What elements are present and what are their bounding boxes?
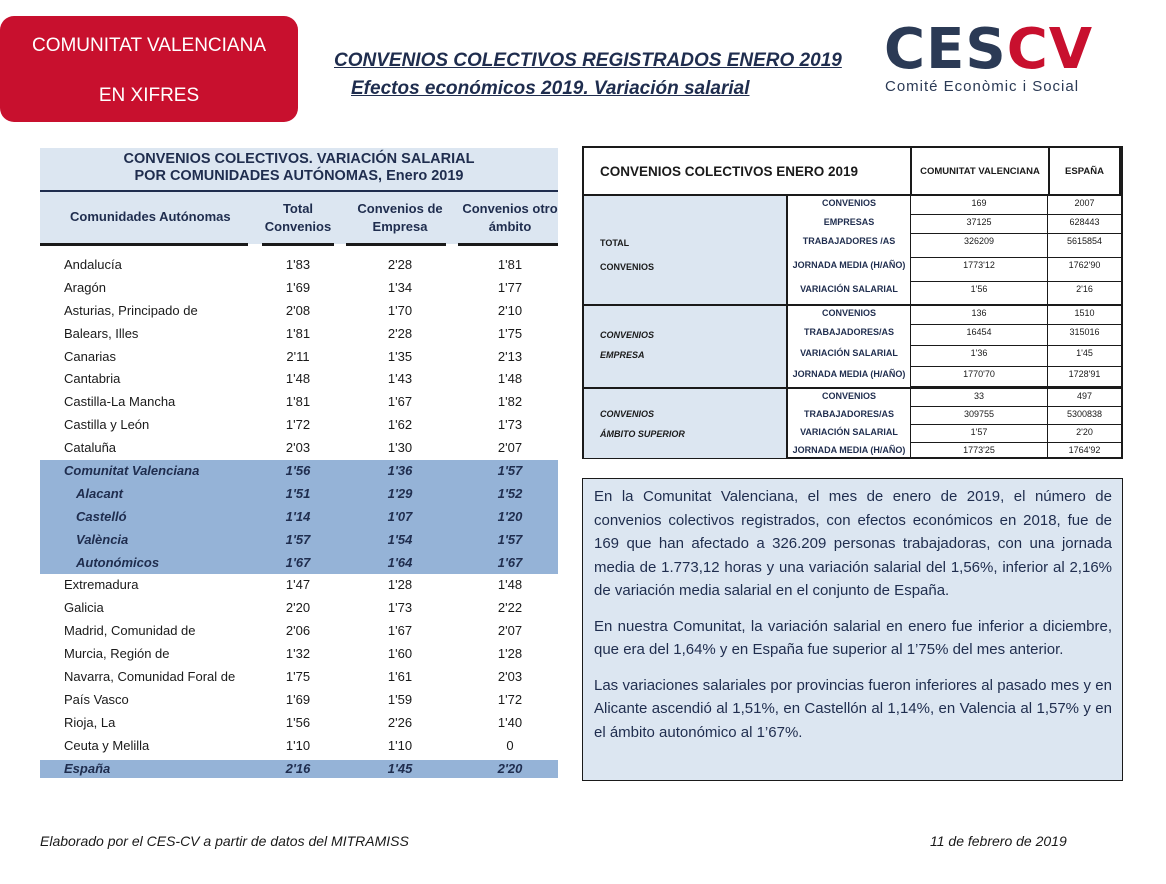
wage-value: 1'62 bbox=[387, 417, 413, 433]
table-row bbox=[40, 506, 558, 529]
metric-value: 1773'12 bbox=[910, 258, 1048, 282]
wage-value: 2'10 bbox=[497, 302, 523, 318]
metric-value: 315016 bbox=[1048, 325, 1121, 346]
metric-value: 5615854 bbox=[1048, 234, 1121, 258]
metric-label: VARIACIÓN SALARIAL bbox=[800, 427, 898, 437]
wage-value: 1'48 bbox=[497, 577, 523, 593]
metric-label: CONVENIOS bbox=[821, 391, 876, 401]
table-row bbox=[40, 437, 558, 460]
region-name: Alacant bbox=[76, 485, 123, 501]
wage-value: 1'70 bbox=[387, 302, 413, 318]
region-name: Castilla y León bbox=[64, 417, 150, 433]
metric-value: 1'45 bbox=[1048, 346, 1121, 367]
wage-value: 1'59 bbox=[387, 691, 413, 707]
wage-value: 1'32 bbox=[285, 646, 311, 662]
paragraph-3: Las variaciones salariales por provincias fueron inferiores al pasado mes y en Alicante ascendió al 1,51%, en Castellón al 1,14%, en Valencia al 1,57% y en el ámbito autonómico al 1’67%. bbox=[594, 676, 1112, 741]
header-total: Total Convenios bbox=[264, 201, 332, 234]
region-name: Cataluña bbox=[64, 440, 117, 456]
wage-value: 1'60 bbox=[387, 646, 413, 662]
table-row bbox=[40, 552, 558, 575]
wage-value: 2'13 bbox=[497, 348, 523, 364]
region-name: País Vasco bbox=[64, 691, 129, 707]
table-title: CONVENIOS COLECTIVOS. VARIACIÓN SALARIAL POR COMUNIDADES AUTÓNOMAS, Enero 2019 bbox=[40, 148, 558, 190]
wage-value: 1'75 bbox=[497, 325, 523, 341]
summary-row bbox=[788, 258, 1121, 282]
metric-value: 5300838 bbox=[1048, 407, 1121, 425]
wage-value: 1'28 bbox=[387, 577, 413, 593]
badge-line-2: EN XIFRES bbox=[98, 85, 200, 106]
table-row bbox=[40, 760, 558, 778]
wage-value: 1'73 bbox=[497, 417, 523, 433]
metric-value: 1764'92 bbox=[1048, 443, 1121, 458]
table-row bbox=[40, 391, 558, 414]
summary-row bbox=[788, 407, 1121, 425]
wage-value: 1'48 bbox=[497, 371, 523, 387]
wage-value: 1'75 bbox=[285, 669, 311, 685]
region-name: España bbox=[64, 760, 111, 776]
wage-value: 1'35 bbox=[387, 348, 413, 364]
table-row bbox=[40, 643, 558, 666]
metric-value: 309755 bbox=[910, 407, 1048, 425]
header-spain: ESPAÑA bbox=[1048, 148, 1121, 194]
table-row bbox=[40, 368, 558, 391]
wage-value: 2'22 bbox=[497, 600, 523, 616]
wage-value: 1'45 bbox=[387, 760, 413, 776]
wage-value: 1'69 bbox=[285, 691, 311, 707]
metric-label: TRABAJADORES/AS bbox=[803, 327, 894, 337]
wage-value: 1'67 bbox=[285, 554, 311, 570]
metric-label: JORNADA MEDIA (H/AÑO) bbox=[792, 369, 906, 379]
wage-value: 1'07 bbox=[387, 508, 413, 524]
metric-label: CONVENIOS bbox=[821, 308, 876, 318]
summary-row bbox=[788, 443, 1121, 458]
wage-value: 1'61 bbox=[387, 669, 413, 685]
summary-row bbox=[788, 346, 1121, 367]
wage-value: 2'07 bbox=[497, 623, 523, 639]
region-name: Madrid, Comunidad de bbox=[64, 623, 196, 639]
metric-label: EMPRESAS bbox=[823, 217, 875, 227]
metric-value: 16454 bbox=[910, 325, 1048, 346]
wage-value: 1'64 bbox=[387, 554, 413, 570]
region-name: Asturias, Principado de bbox=[64, 302, 198, 318]
wage-value: 2'16 bbox=[285, 760, 311, 776]
metric-value: 1773'25 bbox=[910, 443, 1048, 458]
metric-value: 2007 bbox=[1048, 196, 1121, 215]
page-title bbox=[334, 50, 842, 100]
title-line-2: Efectos económicos 2019. Variación salarial bbox=[351, 78, 750, 99]
metric-value: 2'20 bbox=[1048, 425, 1121, 443]
region-name: Ceuta y Melilla bbox=[64, 737, 150, 753]
wage-value: 1'81 bbox=[285, 394, 311, 410]
wage-value: 2'03 bbox=[497, 669, 523, 685]
wage-value: 2'03 bbox=[285, 440, 311, 456]
wage-value: 2'06 bbox=[285, 623, 311, 639]
wage-value: 1'72 bbox=[285, 417, 311, 433]
wage-value: 1'67 bbox=[387, 394, 413, 410]
table-row bbox=[40, 346, 558, 369]
wage-value: 1'81 bbox=[285, 325, 311, 341]
metric-value: 1'36 bbox=[910, 346, 1048, 367]
wage-value: 2'26 bbox=[387, 714, 413, 730]
region-name: Aragón bbox=[64, 279, 106, 295]
region-name: Andalucía bbox=[64, 257, 122, 272]
table-row bbox=[40, 712, 558, 735]
metric-value: 1770'70 bbox=[910, 367, 1048, 387]
metric-label: TRABAJADORES /AS bbox=[802, 236, 896, 246]
table-row bbox=[40, 277, 558, 300]
header-cv: COMUNITAT VALENCIANA bbox=[910, 148, 1048, 194]
section-label: CONVENIOS ÁMBITO SUPERIOR bbox=[584, 389, 788, 458]
wage-value: 2'28 bbox=[387, 257, 413, 272]
table-row bbox=[40, 254, 558, 277]
table-row bbox=[40, 300, 558, 323]
metric-value: 33 bbox=[910, 389, 1048, 407]
region-name: València bbox=[76, 531, 129, 547]
metric-value: 1510 bbox=[1048, 306, 1121, 325]
wage-value: 1'20 bbox=[497, 508, 523, 524]
wage-value: 1'10 bbox=[387, 737, 413, 753]
paragraph-1: En la Comunitat Valenciana, el mes de enero de 2019, el número de convenios colectivos registrados, con efectos económicos en 2018, fue de 169 que han afectado a 326.209 personas trabajadoras, con una jornada media de 1.773,12 horas y una variación salarial del 1,56%, inferior al 2,16% de variación media salarial en el conjunto de España. bbox=[594, 488, 1112, 599]
wage-value: 1'82 bbox=[497, 394, 523, 410]
wage-value: 1'28 bbox=[497, 646, 523, 662]
report-date: 11 de febrero de 2019 bbox=[930, 833, 1067, 849]
paragraph-2: En nuestra Comunitat, la variación salarial en enero fue inferior a diciembre, que era del 1,64% y en España fue superior al 1’75% del mes anterior. bbox=[594, 617, 1112, 658]
wage-value: 1'34 bbox=[387, 279, 413, 295]
summary-header bbox=[584, 148, 1121, 196]
metric-value: 2'16 bbox=[1048, 282, 1121, 306]
wage-value: 2'08 bbox=[285, 302, 311, 318]
summary-table bbox=[582, 146, 1123, 459]
metric-value: 1'57 bbox=[910, 425, 1048, 443]
metric-label: JORNADA MEDIA (H/AÑO) bbox=[792, 260, 906, 270]
region-name: Comunitat Valenciana bbox=[64, 463, 200, 479]
wage-value: 1'77 bbox=[497, 279, 523, 295]
region-name: Castilla-La Mancha bbox=[64, 394, 176, 410]
wage-value: 1'69 bbox=[285, 279, 311, 295]
metric-label: CONVENIOS bbox=[821, 198, 876, 208]
wage-value: 1'81 bbox=[497, 257, 523, 272]
summary-row bbox=[788, 425, 1121, 443]
wage-value: 1'48 bbox=[285, 371, 311, 387]
section-label: TOTAL CONVENIOS bbox=[584, 196, 788, 306]
cescv-logo bbox=[884, 17, 1116, 98]
metric-value: 1728'91 bbox=[1048, 367, 1121, 387]
wage-value: 1'10 bbox=[285, 737, 311, 753]
wage-value: 2'07 bbox=[497, 440, 523, 456]
header-company: Convenios de Empresa bbox=[357, 201, 443, 234]
wage-value: 1'43 bbox=[387, 371, 413, 387]
table-row bbox=[40, 689, 558, 712]
wage-value: 2'11 bbox=[286, 348, 310, 364]
header-communities: Comunidades Autónomas bbox=[70, 209, 231, 224]
summary-section bbox=[584, 196, 1121, 306]
summary-row bbox=[788, 215, 1121, 234]
wage-value: 1'73 bbox=[387, 600, 413, 616]
wage-value: 1'51 bbox=[285, 485, 311, 501]
region-name: Balears, Illes bbox=[64, 325, 139, 341]
metric-value: 169 bbox=[910, 196, 1048, 215]
metric-value: 136 bbox=[910, 306, 1048, 325]
table-row bbox=[40, 529, 558, 552]
summary-section bbox=[584, 306, 1121, 387]
region-name: Autonómicos bbox=[76, 554, 160, 570]
badge-line-1: COMUNITAT VALENCIANA bbox=[31, 35, 266, 56]
summary-row bbox=[788, 282, 1121, 306]
table-row bbox=[40, 735, 558, 758]
table-row bbox=[40, 597, 558, 620]
title-line-1: CONVENIOS COLECTIVOS REGISTRADOS ENERO 2019 bbox=[334, 50, 842, 71]
table-row bbox=[40, 414, 558, 437]
wage-value: 1'72 bbox=[497, 691, 523, 707]
table-row bbox=[40, 483, 558, 506]
table-row bbox=[40, 666, 558, 689]
region-name: Cantabria bbox=[64, 371, 121, 387]
region-name: Extremadura bbox=[64, 577, 139, 593]
region-badge bbox=[0, 16, 298, 122]
table-row bbox=[40, 574, 558, 597]
metric-label: JORNADA MEDIA (H/AÑO) bbox=[792, 445, 906, 455]
wage-value: 1'36 bbox=[387, 463, 413, 479]
wage-value: 1'52 bbox=[497, 485, 523, 501]
logo-subtitle: Comité Econòmic i Social bbox=[885, 78, 1080, 95]
metric-value: 326209 bbox=[910, 234, 1048, 258]
region-name: Galicia bbox=[64, 600, 104, 616]
wage-value: 2'20 bbox=[285, 600, 311, 616]
metric-value: 497 bbox=[1048, 389, 1121, 407]
wage-value: 1'40 bbox=[497, 714, 523, 730]
metric-value: 1'56 bbox=[910, 282, 1048, 306]
region-name: Navarra, Comunidad Foral de bbox=[64, 669, 236, 685]
wage-value: 1'57 bbox=[497, 531, 523, 547]
source-note: Elaborado por el CES-CV a partir de datos del MITRAMISS bbox=[40, 833, 409, 849]
metric-label: TRABAJADORES/AS bbox=[803, 409, 894, 419]
region-name: Castelló bbox=[76, 508, 127, 524]
summary-section bbox=[584, 389, 1121, 458]
metric-value: 37125 bbox=[910, 215, 1048, 234]
wage-value: 2'20 bbox=[497, 760, 523, 776]
summary-row bbox=[788, 306, 1121, 325]
table-body bbox=[40, 254, 558, 778]
metric-label: VARIACIÓN SALARIAL bbox=[800, 284, 898, 294]
wage-value: 1'83 bbox=[285, 257, 311, 272]
summary-row bbox=[788, 234, 1121, 258]
summary-row bbox=[788, 196, 1121, 215]
metric-value: 1762'90 bbox=[1048, 258, 1121, 282]
region-name: Rioja, La bbox=[64, 714, 116, 730]
region-name: Murcia, Región de bbox=[64, 646, 170, 662]
table-header bbox=[40, 192, 558, 244]
table-row bbox=[40, 460, 558, 483]
commentary-box bbox=[582, 478, 1123, 781]
wage-value: 1'56 bbox=[285, 714, 311, 730]
wage-value: 1'67 bbox=[497, 554, 523, 570]
section-label: CONVENIOS EMPRESA bbox=[584, 306, 788, 387]
wage-value: 1'29 bbox=[387, 485, 413, 501]
wage-value: 1'30 bbox=[387, 440, 413, 456]
wage-value: 0 bbox=[506, 737, 514, 753]
metric-label: VARIACIÓN SALARIAL bbox=[800, 348, 898, 358]
table-row bbox=[40, 620, 558, 643]
metric-value: 628443 bbox=[1048, 215, 1121, 234]
wage-value: 1'67 bbox=[387, 623, 413, 639]
header-other: Convenios otro ámbito bbox=[462, 201, 558, 234]
wage-value: 1'54 bbox=[387, 531, 413, 547]
wage-value: 1'14 bbox=[285, 508, 311, 524]
logo-wordmark: CESCV bbox=[884, 17, 1094, 82]
summary-row bbox=[788, 367, 1121, 387]
summary-title: CONVENIOS COLECTIVOS ENERO 2019 bbox=[600, 164, 859, 179]
wage-value: 1'57 bbox=[285, 531, 311, 547]
wage-value: 2'28 bbox=[387, 325, 413, 341]
wage-value: 1'56 bbox=[285, 463, 311, 479]
summary-row bbox=[788, 389, 1121, 407]
table-row bbox=[40, 323, 558, 346]
wage-value: 1'57 bbox=[497, 463, 523, 479]
summary-row bbox=[788, 325, 1121, 346]
region-name: Canarias bbox=[64, 348, 117, 364]
regional-wage-table bbox=[40, 148, 558, 778]
wage-value: 1'47 bbox=[285, 577, 311, 593]
